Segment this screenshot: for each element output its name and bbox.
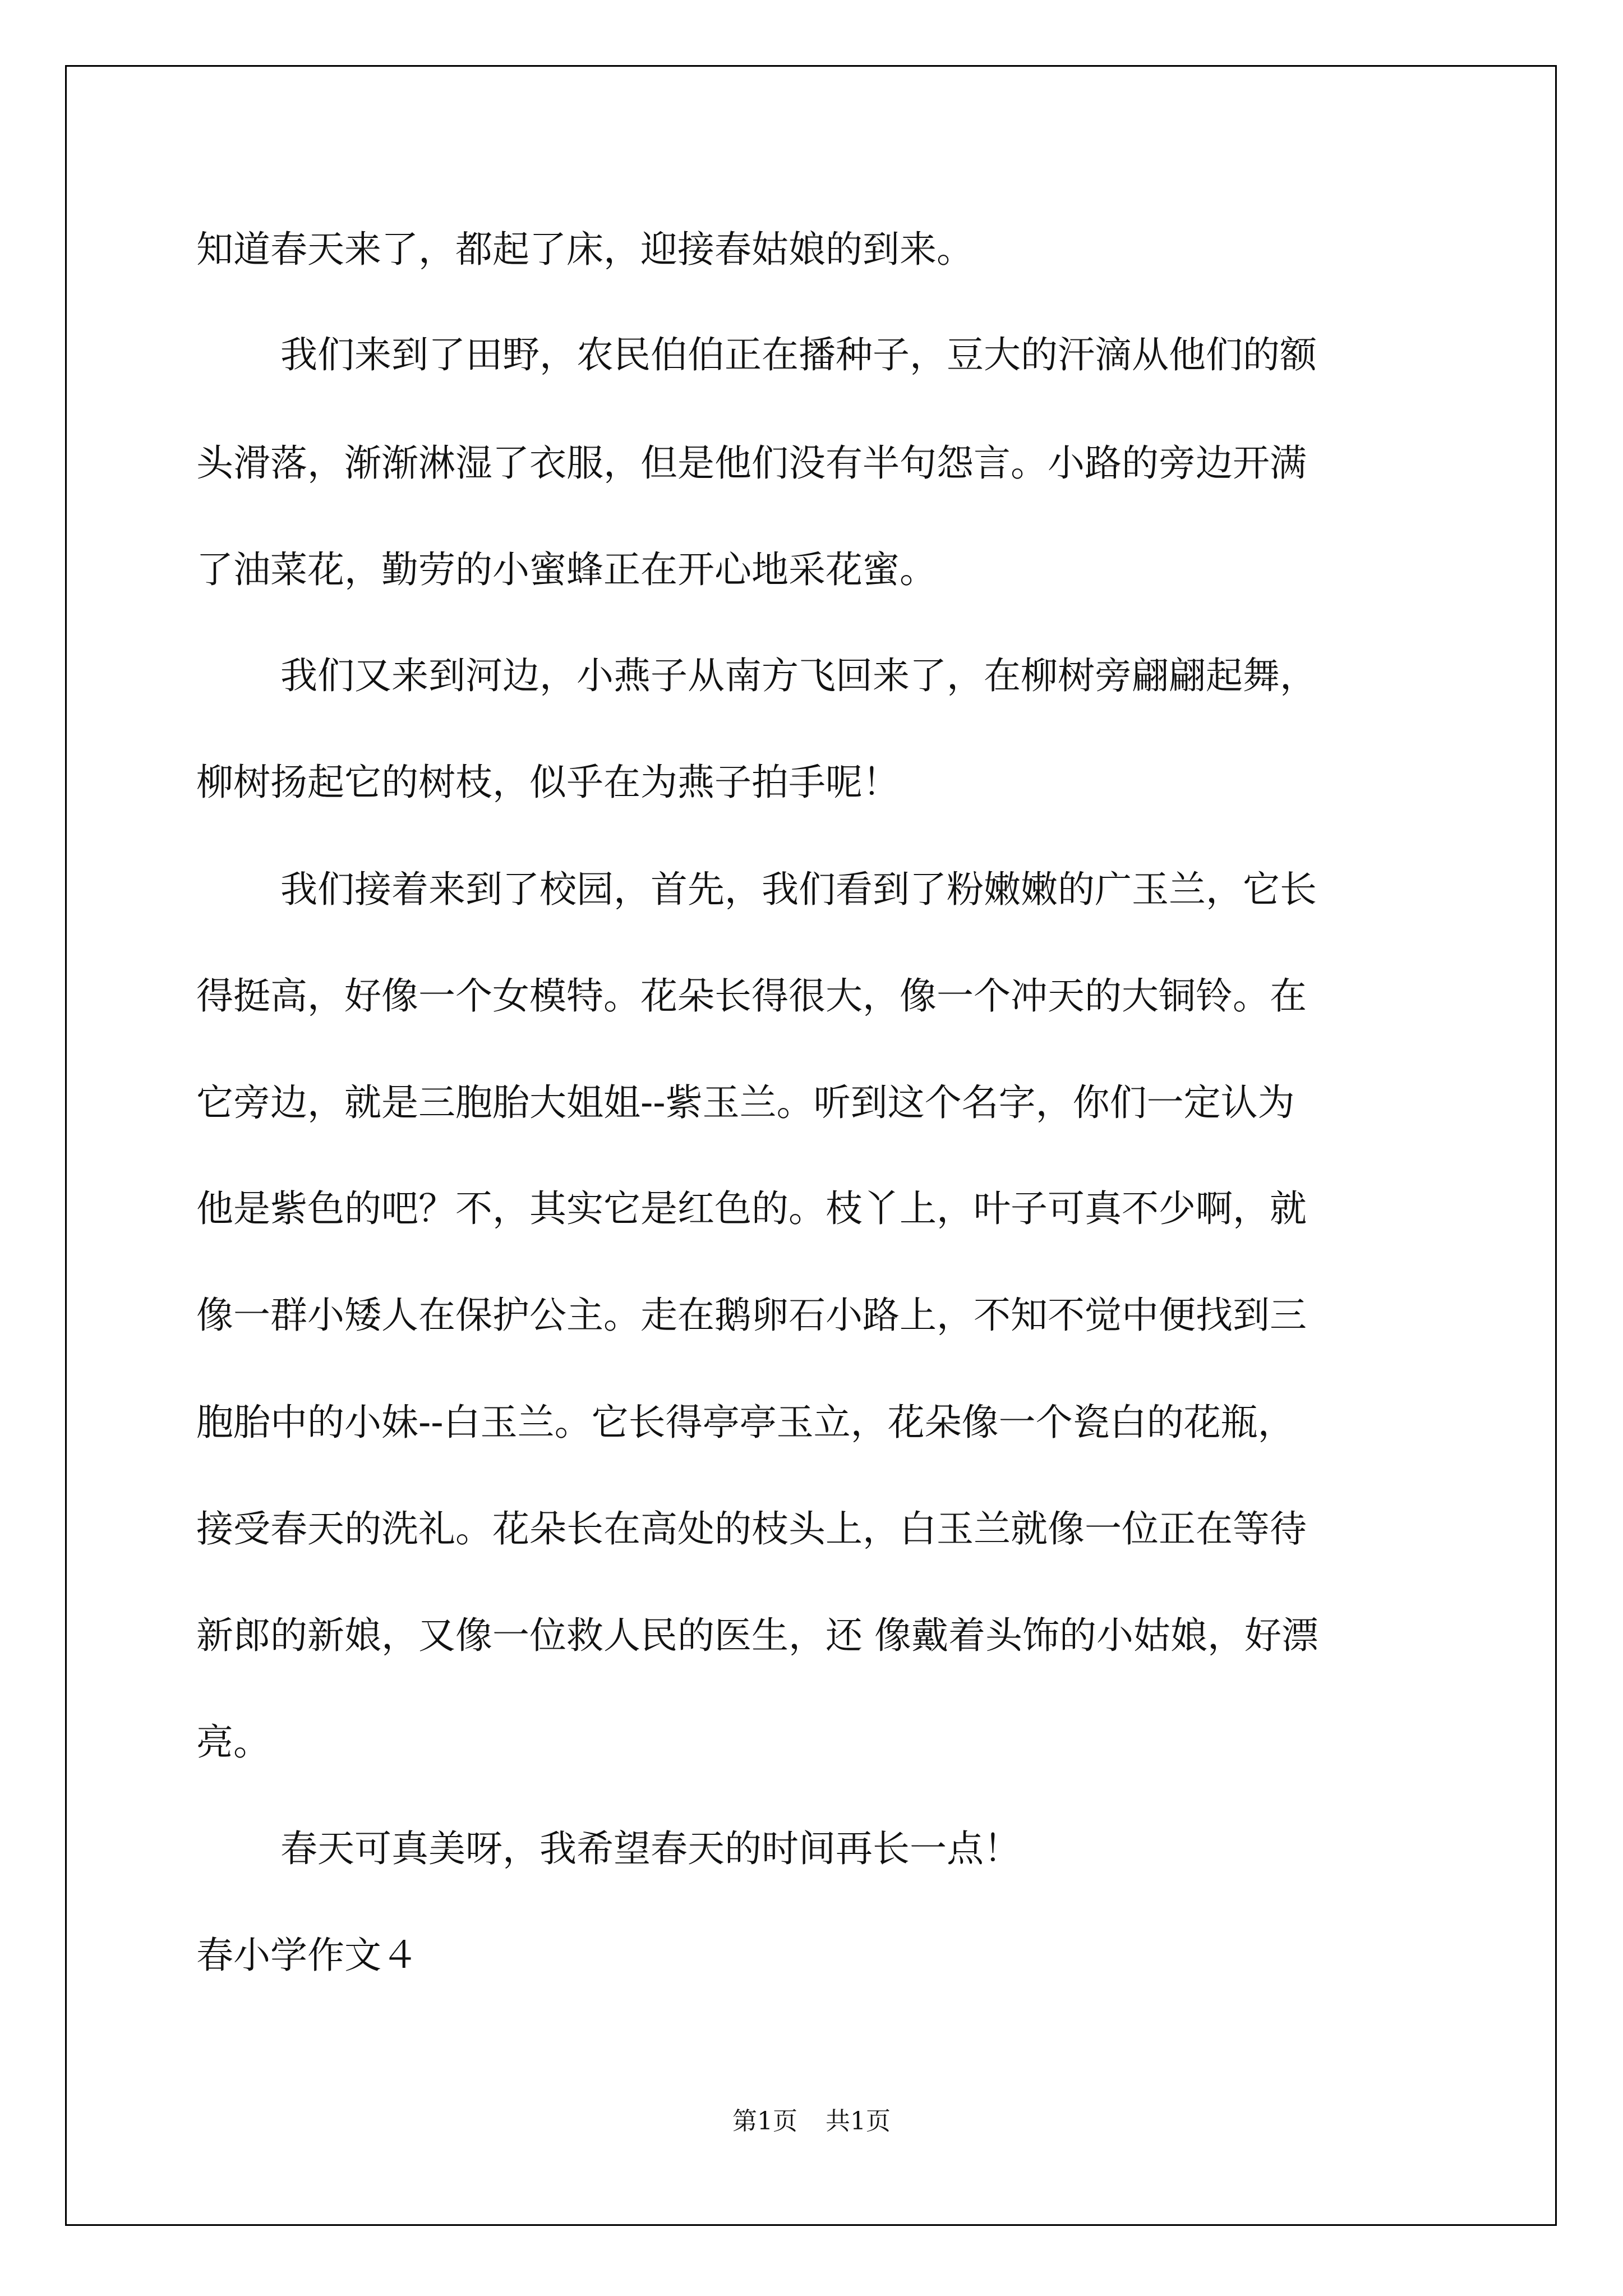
paragraph-line: 我们来到了田野，农民伯伯正在播种子，豆大的汗滴从他们的额 xyxy=(280,333,1317,376)
paragraph-line: 像一群小矮人在保护公主。走在鹅卵石小路上，不知不觉中便找到三 xyxy=(196,1294,1307,1337)
paragraph-line: 亮。 xyxy=(196,1720,270,1764)
paragraph-line: 头滑落，渐渐淋湿了衣服，但是他们没有半句怨言。小路的旁边开满 xyxy=(196,441,1307,485)
paragraph-line: 知道春天来了，都起了床，迎接春姑娘的到来。 xyxy=(196,228,974,271)
page-border xyxy=(65,65,1557,2226)
paragraph-line: 了油菜花，勤劳的小蜜蜂正在开心地采花蜜。 xyxy=(196,548,937,591)
paragraph-line: 它旁边，就是三胞胎大姐姐--紫玉兰。听到这个名字，你们一定认为 xyxy=(196,1081,1295,1124)
paragraph-line: 我们接着来到了校园，首先，我们看到了粉嫩嫩的广玉兰，它长 xyxy=(280,868,1317,911)
paragraph-line: 春天可真美呀，我希望春天的时间再长一点！ xyxy=(280,1827,1021,1870)
total-pages: 共1页 xyxy=(826,2107,891,2136)
paragraph-line: 新郎的新娘，又像一位救人民的医生，还 像戴着头饰的小姑娘，好漂 xyxy=(196,1614,1318,1657)
paragraph-line: 接受春天的洗礼。花朵长在高处的枝头上，白玉兰就像一位正在等待 xyxy=(196,1507,1307,1550)
paragraph-line: 他是紫色的吧？不，其实它是红色的。枝丫上，叶子可真不少啊，就 xyxy=(196,1187,1307,1230)
page-number: 第1页 xyxy=(732,2107,797,2136)
paragraph-line: 柳树扬起它的树枝，似乎在为燕子拍手呢！ xyxy=(196,761,900,804)
paragraph-line: 我们又来到河边，小燕子从南方飞回来了，在柳树旁翩翩起舞， xyxy=(280,654,1317,697)
section-heading: 春小学作文４ xyxy=(196,1934,418,1977)
paragraph-line: 得挺高，好像一个女模特。花朵长得很大，像一个冲天的大铜铃。在 xyxy=(196,974,1307,1018)
page-footer xyxy=(0,2101,1623,2137)
paragraph-line: 胞胎中的小妹--白玉兰。它长得亭亭玉立，花朵像一个瓷白的花瓶， xyxy=(196,1401,1295,1444)
